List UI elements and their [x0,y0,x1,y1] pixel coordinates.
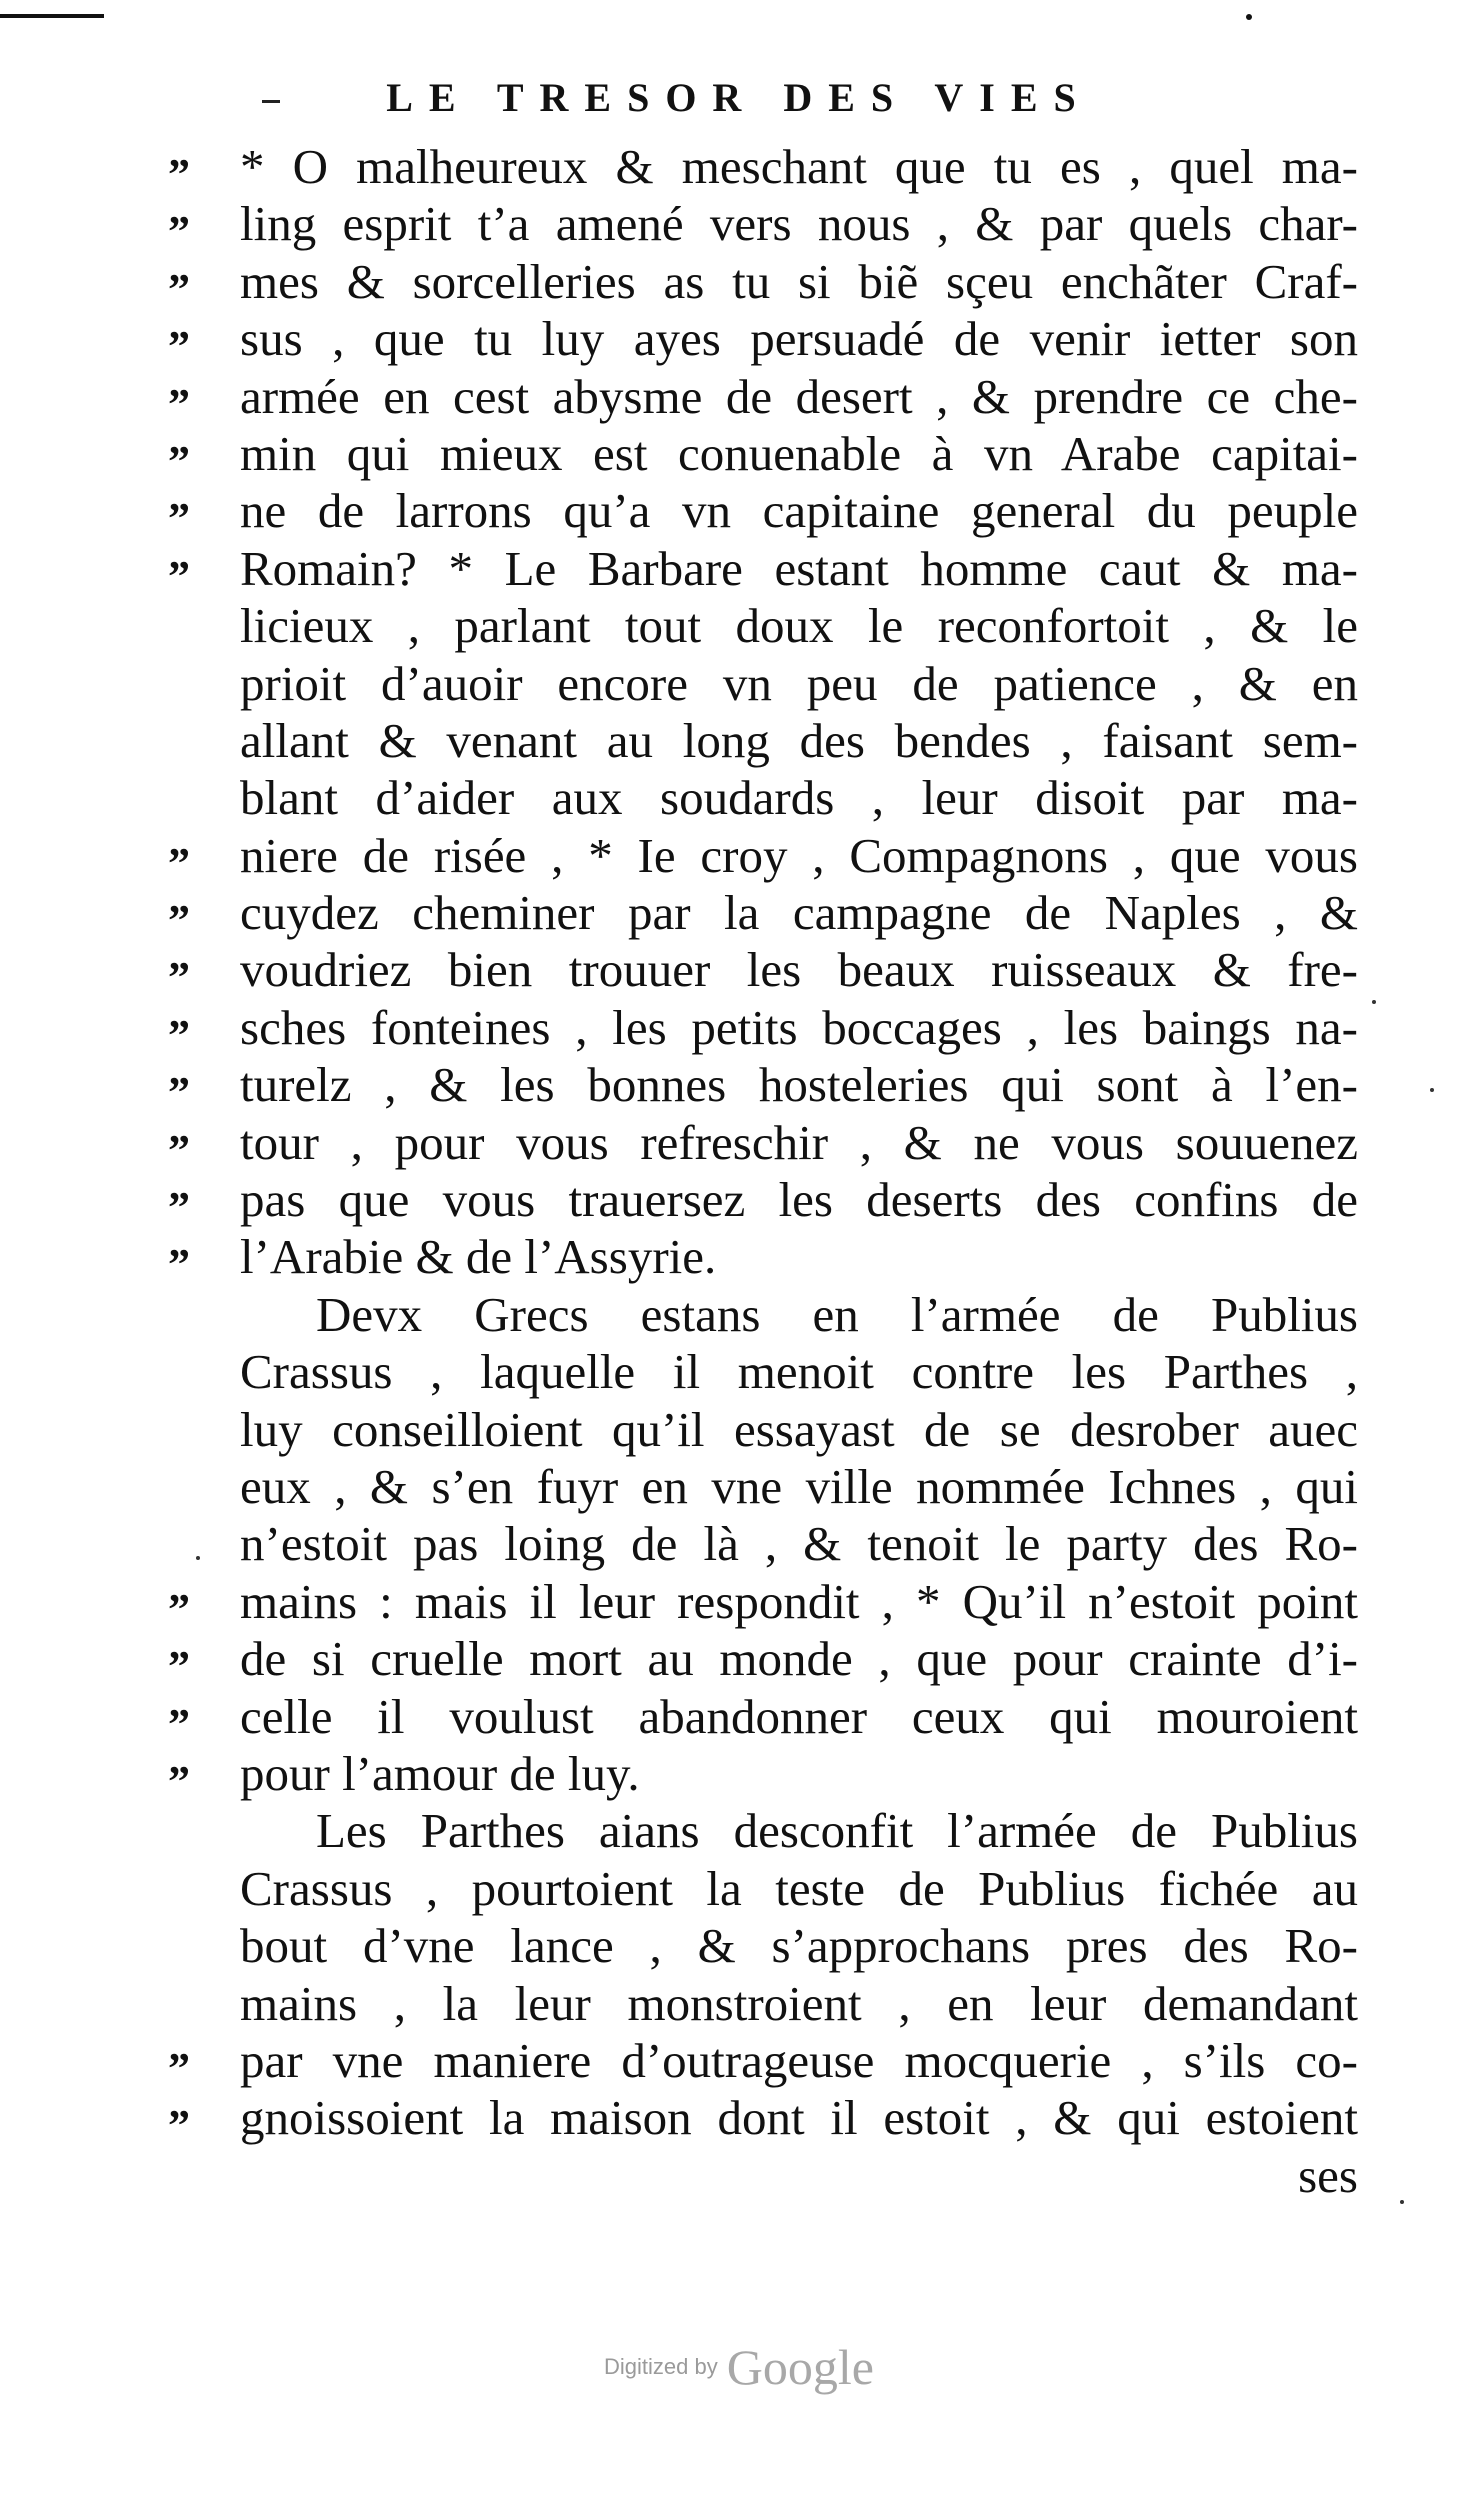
line-text: Crassus , laquelle il menoit contre les Parthes , [240,1344,1358,1400]
line-text: par vne maniere d’outrageuse mocquerie , s’ils co- [240,2032,1358,2088]
text-line [0,1745,1478,1806]
catchword: ses [1298,2147,1358,2203]
quotation-mark: ” [168,1584,190,1634]
text-line [0,1056,1478,1118]
text-line [0,1573,1478,1634]
line-text: Devx Grecs estans en l’armée de Publius [316,1286,1358,1342]
line-text: Les Parthes aians desconfit l’armée de Publius [316,1803,1358,1859]
quotation-mark: ” [168,838,190,888]
text-line [0,195,1478,257]
text-line [0,827,1478,888]
line-text: mains , la leur monstroient , en leur demandant [240,1975,1358,2031]
line-text: sus , que tu luy ayes persuadé de venir ietter son [240,311,1358,367]
line-text: bout d’vne lance , & s’approchans pres des Ro- [240,1918,1358,1974]
text-line [0,597,1478,654]
line-text: allant & venant au long des bendes , faisant sem- [240,712,1358,768]
line-text: * O malheureux & meschant que tu es , quel ma- [240,139,1358,194]
quotation-mark: ” [168,1068,190,1118]
text-line [0,1114,1478,1175]
quotation-mark: ” [168,379,190,429]
text-line [0,1688,1478,1749]
text-line [0,1975,1478,2032]
line-text: prioit d’auoir encore vn peu de patience , & en [240,655,1358,711]
quotation-mark: ” [168,264,190,314]
line-text: voudriez bien trouuer les beaux ruisseaux & fre- [240,942,1358,998]
line-text: mes & sorcelleries as tu si biẽ sçeu enchãter Craf- [240,253,1358,309]
quotation-mark: ” [168,1010,190,1060]
running-header: LE TRESOR DES VIES [386,75,1092,120]
text-line [0,1630,1478,1692]
text-line [0,1802,1478,1859]
text-line [0,310,1478,372]
quotation-mark: ” [168,436,190,486]
body-text [0,138,1478,2204]
line-text: pas que vous trauersez les deserts des confins de [240,1172,1358,1228]
line-text: celle il voulust abandonner ceux qui mouroient [240,1688,1358,1744]
text-line [0,884,1478,946]
text-line [0,1458,1478,1515]
line-text: gnoissoient la maison dont il estoit , & qui estoient [240,2090,1358,2146]
quotation-mark: ” [168,150,190,199]
quotation-mark: ” [168,1642,190,1692]
top-edge-speck [1246,14,1252,20]
text-line [0,1171,1478,1233]
line-text: blant d’aider aux soudards , leur disoit par ma- [240,770,1358,826]
quotation-mark: ” [168,1240,190,1290]
text-line [0,253,1478,314]
line-text: pour l’amour de luy. [240,1745,640,1801]
text-line [0,2032,1478,2093]
quotation-mark: ” [168,896,190,946]
text-line [0,482,1478,544]
quotation-mark: ” [168,322,190,372]
line-text: mains : mais il leur respondit , * Qu’il n’estoit point [240,1573,1358,1629]
text-line [0,138,1478,199]
line-text: min qui mieux est conuenable à vn Arabe capitai- [240,425,1358,481]
line-text: niere de risée , * Ie croy , Compagnons , que vous [240,827,1358,883]
quotation-mark: ” [168,1756,190,1806]
digitization-watermark [0,2338,1478,2396]
line-text: l’Arabie & de l’Assyrie. [240,1229,717,1285]
line-text: turelz , & les bonnes hosteleries qui sont à l’en- [240,1057,1358,1113]
text-line [0,1343,1478,1400]
text-line [0,2089,1478,2151]
text-line [0,1401,1478,1458]
quotation-mark: ” [168,1125,190,1175]
text-line [0,1917,1478,1974]
top-edge-rule [0,14,104,18]
quotation-mark: ” [168,1699,190,1749]
text-line [0,655,1478,712]
line-text: luy conseilloient qu’il essayast de se desrober auec [240,1401,1358,1457]
text-line [0,425,1478,486]
quotation-mark: ” [168,551,190,601]
catchword-line [0,2147,1478,2204]
line-text: Romain? * Le Barbare estant homme caut & ma- [240,540,1358,596]
text-line [0,769,1478,826]
line-text: n’estoit pas loing de là , & tenoit le party des Ro- [240,1516,1358,1572]
text-line [0,1515,1478,1572]
line-text: ne de larrons qu’a vn capitaine general du peuple [240,483,1358,539]
text-line [0,712,1478,769]
line-text: ling esprit t’a amené vers nous , & par quels char- [240,196,1358,252]
text-line [0,540,1478,601]
watermark-prefix: Digitized by [603,2354,718,2379]
line-text: armée en cest abysme de desert , & prendre ce che- [240,368,1358,424]
quotation-mark: ” [168,2101,190,2151]
line-text: de si cruelle mort au monde , que pour crainte d’i- [240,1631,1358,1687]
text-line [0,1228,1478,1290]
line-text: cuydez cheminer par la campagne de Naples , & [240,885,1358,941]
text-line [0,941,1478,1003]
text-line [0,1286,1478,1343]
line-text: Crassus , pourtoient la teste de Publius fichée au [240,1860,1358,1916]
quotation-mark: ” [168,1183,190,1233]
line-text: eux , & s’en fuyr en vne ville nommée Ichnes , qui [240,1458,1358,1514]
google-logo: Google [726,2339,874,2395]
text-line [0,368,1478,429]
quotation-mark: ” [168,207,190,257]
text-line [0,1860,1478,1917]
line-text: licieux , parlant tout doux le reconfortoit , & le [240,598,1358,654]
quotation-mark: ” [168,494,190,544]
text-line [0,999,1478,1060]
quotation-mark: ” [168,953,190,1003]
quotation-mark: ” [168,2043,190,2093]
line-text: tour , pour vous refreschir , & ne vous souuenez [240,1114,1358,1170]
line-text: sches fonteines , les petits boccages , les baings na- [240,999,1358,1055]
